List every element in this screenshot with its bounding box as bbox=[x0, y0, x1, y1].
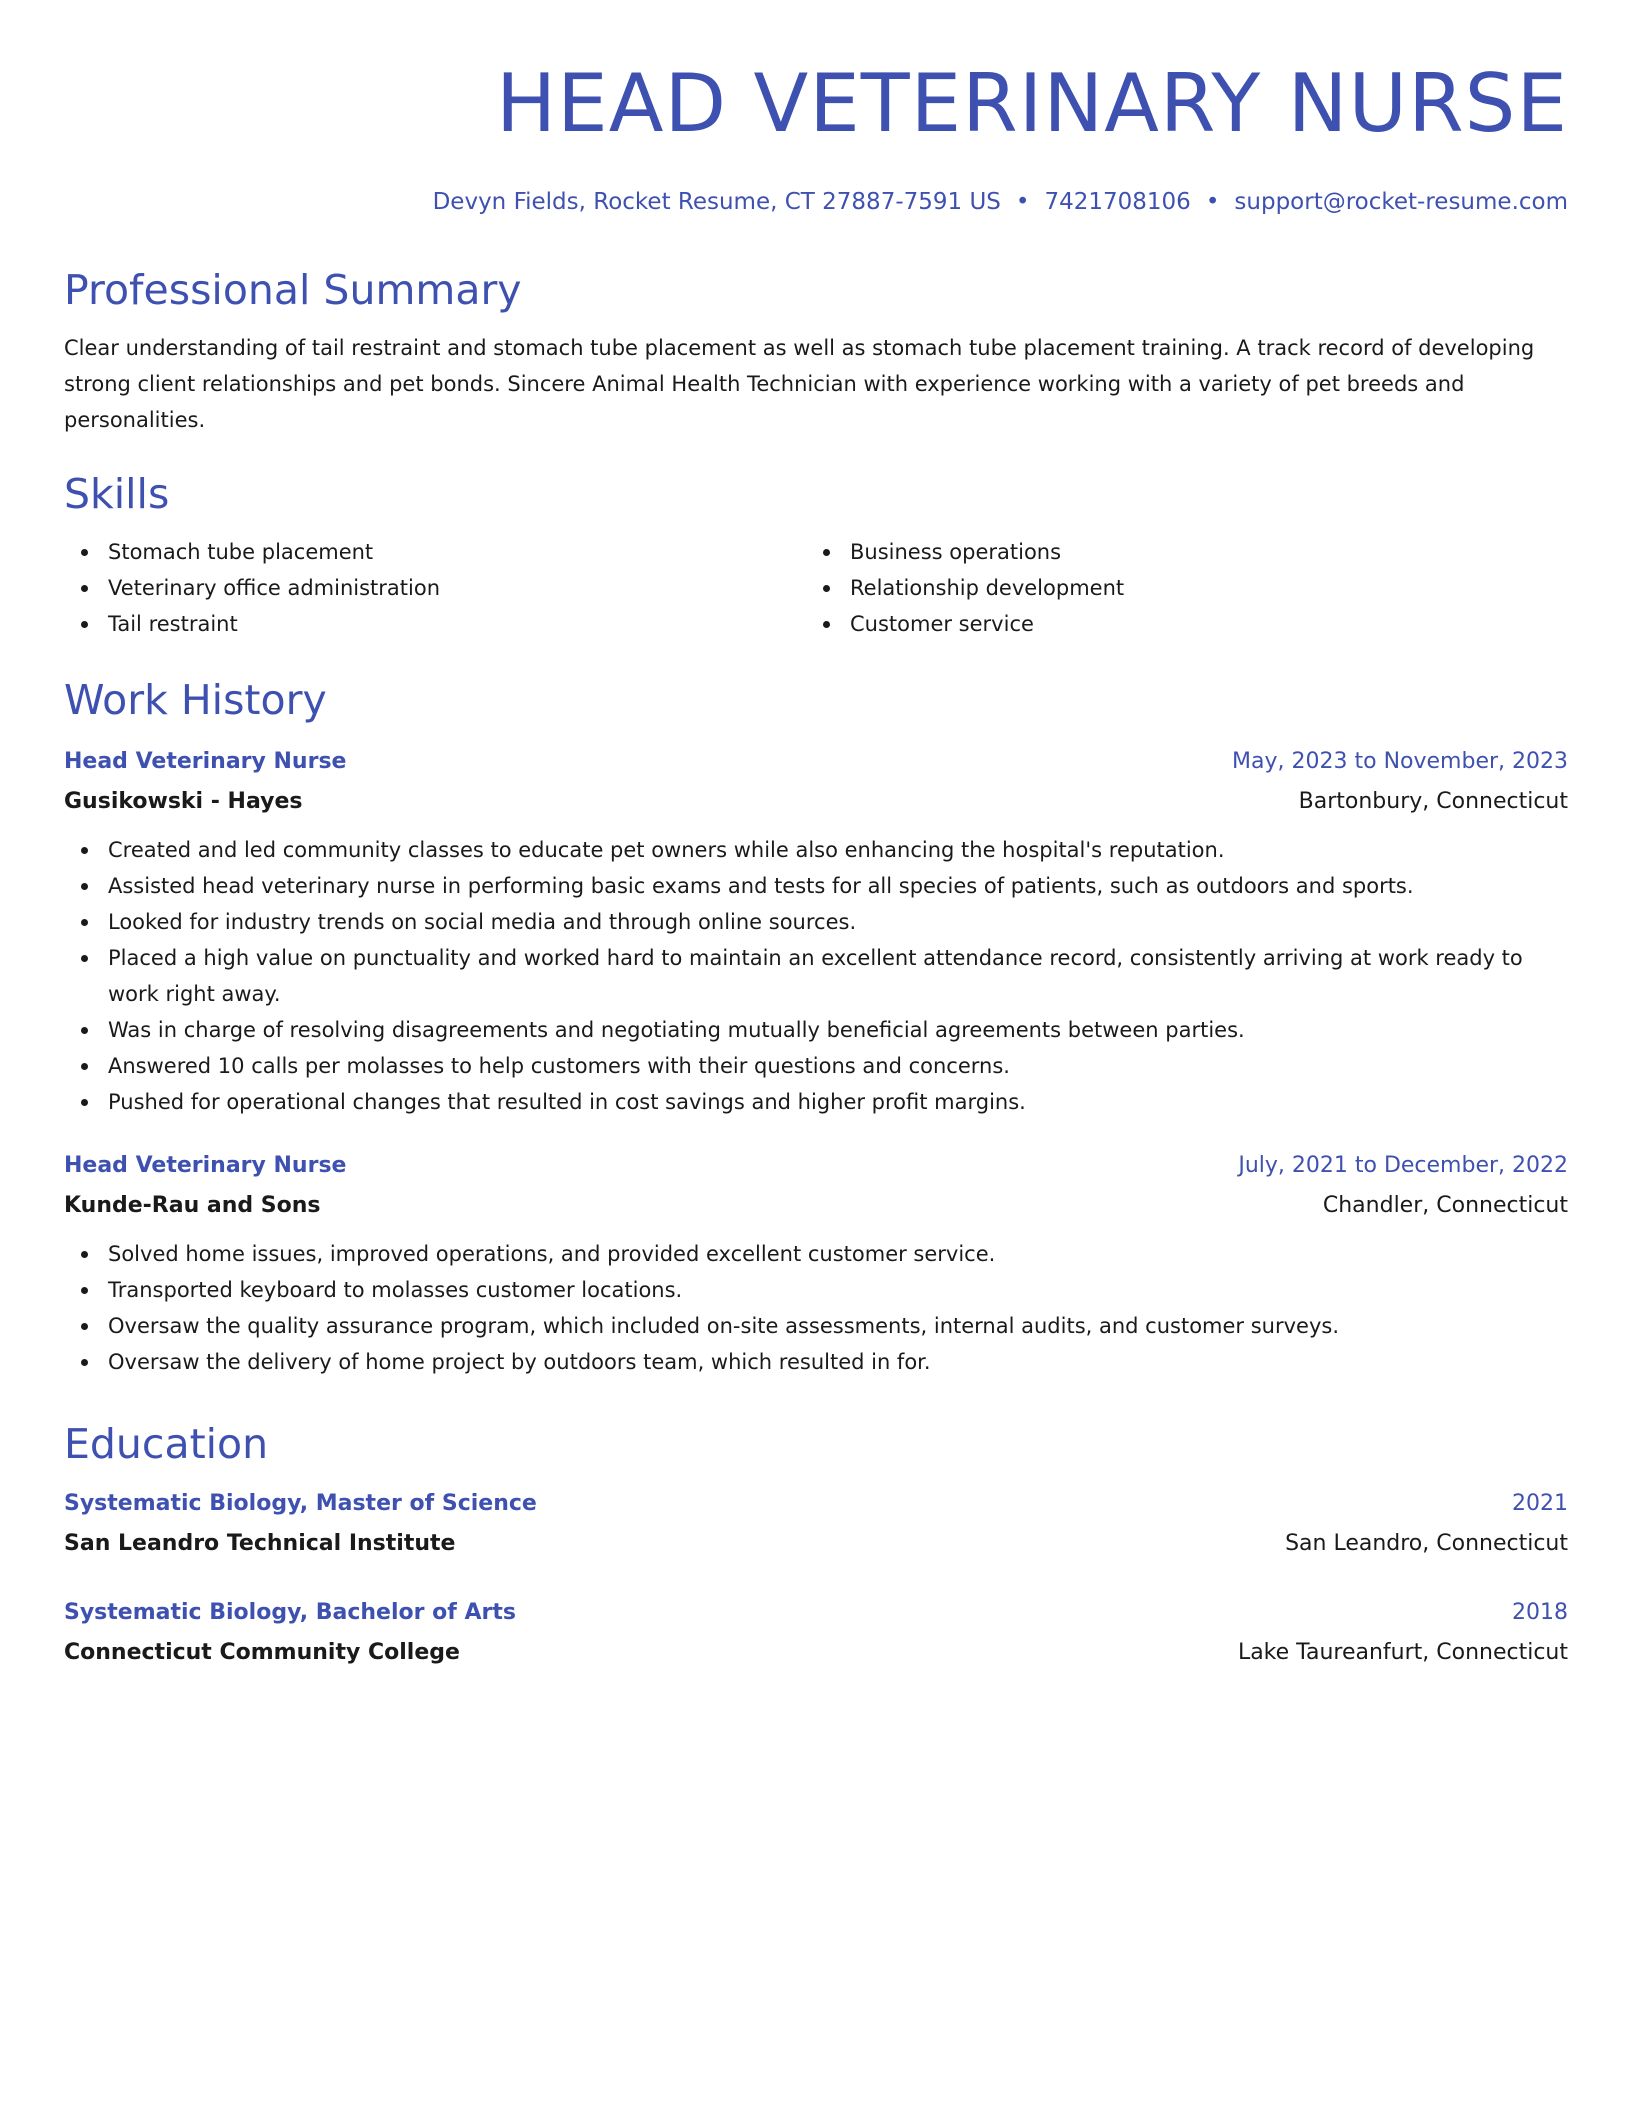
contact-email[interactable]: support@rocket-resume.com bbox=[1234, 189, 1568, 215]
job-bullet: Solved home issues, improved operations, and provided excellent customer service. bbox=[64, 1236, 1568, 1272]
job-entry bbox=[64, 1146, 1568, 1380]
job-company: Kunde-Rau and Sons bbox=[64, 1193, 321, 1218]
job-title: Head Veterinary Nurse bbox=[64, 749, 347, 774]
job-company: Gusikowski - Hayes bbox=[64, 789, 303, 814]
job-subheader bbox=[64, 782, 1568, 822]
job-dates: May, 2023 to November, 2023 bbox=[1232, 749, 1568, 774]
education-school: San Leandro Technical Institute bbox=[64, 1531, 456, 1556]
job-dates: July, 2021 to December, 2022 bbox=[1238, 1153, 1568, 1178]
skill-item: Tail restraint bbox=[64, 606, 806, 642]
job-bullet: Transported keyboard to molasses customer locations. bbox=[64, 1272, 1568, 1308]
job-bullet: Answered 10 calls per molasses to help customers with their questions and concerns. bbox=[64, 1048, 1568, 1084]
skill-item: Business operations bbox=[806, 534, 1566, 570]
education-location: Lake Taureanfurt, Connecticut bbox=[1237, 1640, 1568, 1665]
job-bullet: Was in charge of resolving disagreements and negotiating mutually beneficial agreements between parties. bbox=[64, 1012, 1568, 1048]
skills-heading: Skills bbox=[64, 470, 170, 518]
education-location: San Leandro, Connecticut bbox=[1285, 1531, 1568, 1556]
education-subheader bbox=[64, 1633, 1568, 1673]
contact-line bbox=[64, 186, 1568, 218]
skills-column-right bbox=[806, 534, 1566, 642]
job-bullet: Oversaw the quality assurance program, which included on-site assessments, internal audits, and customer surveys. bbox=[64, 1308, 1568, 1344]
education-subheader bbox=[64, 1524, 1568, 1564]
education-header bbox=[64, 1484, 1568, 1524]
job-entry bbox=[64, 742, 1568, 1120]
education-heading: Education bbox=[64, 1420, 269, 1468]
job-bullet: Placed a high value on punctuality and worked hard to maintain an excellent attendance record, consistently arriving at work ready to work right away. bbox=[64, 940, 1568, 1012]
skills-column-left bbox=[64, 534, 806, 642]
job-bullet: Created and led community classes to educate pet owners while also enhancing the hospital's reputation. bbox=[64, 832, 1568, 868]
resume-title: HEAD VETERINARY NURSE bbox=[496, 57, 1568, 150]
education-header bbox=[64, 1593, 1568, 1633]
job-header bbox=[64, 742, 1568, 782]
education-entry bbox=[64, 1593, 1568, 1673]
job-location: Bartonbury, Connecticut bbox=[1298, 789, 1568, 814]
contact-separator: • bbox=[1015, 189, 1030, 215]
job-subheader bbox=[64, 1186, 1568, 1226]
contact-phone[interactable]: 7421708106 bbox=[1044, 189, 1191, 215]
skill-item: Customer service bbox=[806, 606, 1566, 642]
job-header bbox=[64, 1146, 1568, 1186]
skills-list bbox=[64, 534, 1568, 642]
education-degree: Systematic Biology, Bachelor of Arts bbox=[64, 1600, 516, 1625]
job-bullet: Assisted head veterinary nurse in performing basic exams and tests for all species of patients, such as outdoors and sports. bbox=[64, 868, 1568, 904]
job-title: Head Veterinary Nurse bbox=[64, 1153, 347, 1178]
contact-address: Devyn Fields, Rocket Resume, CT 27887-7591 US bbox=[432, 189, 1001, 215]
skill-item: Relationship development bbox=[806, 570, 1566, 606]
education-school: Connecticut Community College bbox=[64, 1640, 460, 1665]
job-bullet: Oversaw the delivery of home project by outdoors team, which resulted in for. bbox=[64, 1344, 1568, 1380]
skill-item: Stomach tube placement bbox=[64, 534, 806, 570]
summary-text: Clear understanding of tail restraint and stomach tube placement as well as stomach tube placement training. A track record of developing strong client relationships and pet bonds. Sincere Animal Health Technician with experience working with a variety of pet breeds and personalities. bbox=[64, 336, 1535, 432]
education-year: 2021 bbox=[1512, 1491, 1568, 1516]
work-history-heading: Work History bbox=[64, 676, 327, 724]
job-bullet: Pushed for operational changes that resulted in cost savings and higher profit margins. bbox=[64, 1084, 1568, 1120]
summary-heading: Professional Summary bbox=[64, 266, 522, 314]
contact-separator: • bbox=[1205, 189, 1220, 215]
job-location: Chandler, Connecticut bbox=[1322, 1193, 1568, 1218]
education-degree: Systematic Biology, Master of Science bbox=[64, 1491, 537, 1516]
job-bullet: Looked for industry trends on social media and through online sources. bbox=[64, 904, 1568, 940]
skill-item: Veterinary office administration bbox=[64, 570, 806, 606]
job-bullets bbox=[64, 1236, 1568, 1380]
education-entry bbox=[64, 1484, 1568, 1564]
job-bullets bbox=[64, 832, 1568, 1120]
education-year: 2018 bbox=[1512, 1600, 1568, 1625]
